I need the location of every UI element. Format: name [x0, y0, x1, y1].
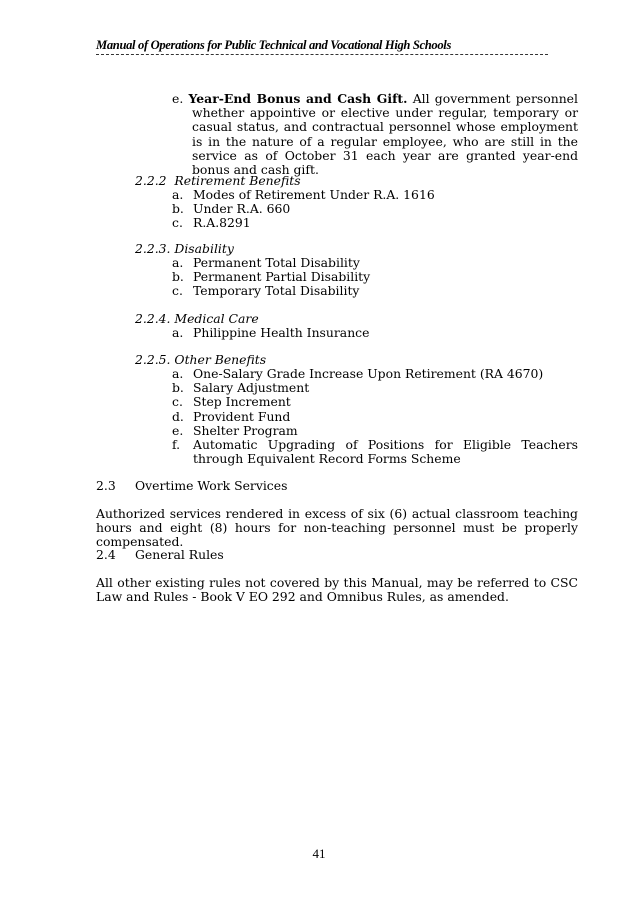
running-header: Manual of Operations for Public Technical and Vocational High Schools: [96, 38, 452, 52]
section-2-4-body: All other existing rules not covered by this Manual, may be referred to CSC Law and Rules - Book V EO 292 and Omnibus Rules, as amended.: [96, 575, 578, 605]
other-benefits-list: [172, 367, 578, 466]
list-item: a. Modes of Retirement Under R.A. 1616: [172, 187, 435, 202]
list-item: a. Philippine Health Insurance: [172, 325, 370, 340]
section-heading-2-2-4: 2.2.4. Medical Care: [135, 311, 259, 326]
list-item: b. Under R.A. 660: [172, 201, 291, 217]
page-number: 41: [312, 846, 326, 861]
section-title: Overtime Work Services: [135, 478, 288, 493]
section-heading-2-2-5: 2.2.5. Other Benefits: [135, 352, 267, 367]
section-heading-2-2-3: 2.2.3. Disability: [135, 241, 234, 256]
year-end-bonus-item: [172, 92, 578, 177]
list-item: e. Shelter Program: [172, 422, 298, 438]
list-item: b. Salary Adjustment: [172, 380, 310, 396]
section-number: 2.4: [96, 547, 116, 562]
item-e-heading: Year-End Bonus and Cash Gift.: [188, 91, 408, 106]
section-2-4-heading: [96, 548, 224, 562]
section-heading-2-2-2: 2.2.2 Retirement Benefits: [135, 173, 301, 188]
list-item: a. Permanent Total Disability: [172, 255, 360, 270]
medical-care-list: [172, 326, 578, 340]
section-2-3-heading: [96, 479, 287, 493]
item-e-marker: e.: [172, 91, 184, 106]
disability-list: [172, 256, 578, 299]
item-e-text: All government personnel whether appointive or elective under regular, temporary or casual status, and contractual personnel whose employment is in the nature of a regular employee, who are still in the service as of October 31 each year are granted year-end bonus and cash gift.: [192, 91, 578, 178]
header-rule: [96, 54, 548, 55]
list-item: b. Permanent Partial Disability: [172, 269, 371, 285]
list-item: d. Provident Fund: [172, 408, 291, 424]
list-item: c. Step Increment: [172, 394, 291, 410]
section-2-3-body: Authorized services rendered in excess of six (6) actual classroom teaching hours and eight (8) hours for non-teaching personnel must be properly compensated.: [96, 506, 578, 550]
list-item: c. Temporary Total Disability: [172, 283, 360, 299]
list-item: a. One-Salary Grade Increase Upon Retirement (RA 4670): [172, 366, 544, 381]
list-item: c. R.A.8291: [172, 215, 251, 231]
retirement-benefits-list: [172, 188, 578, 231]
section-number: 2.3: [96, 478, 116, 493]
section-title: General Rules: [135, 547, 224, 562]
list-item: f. Automatic Upgrading of Positions for Eligible Teachers through Equivalent Record Forms Scheme: [172, 437, 578, 467]
